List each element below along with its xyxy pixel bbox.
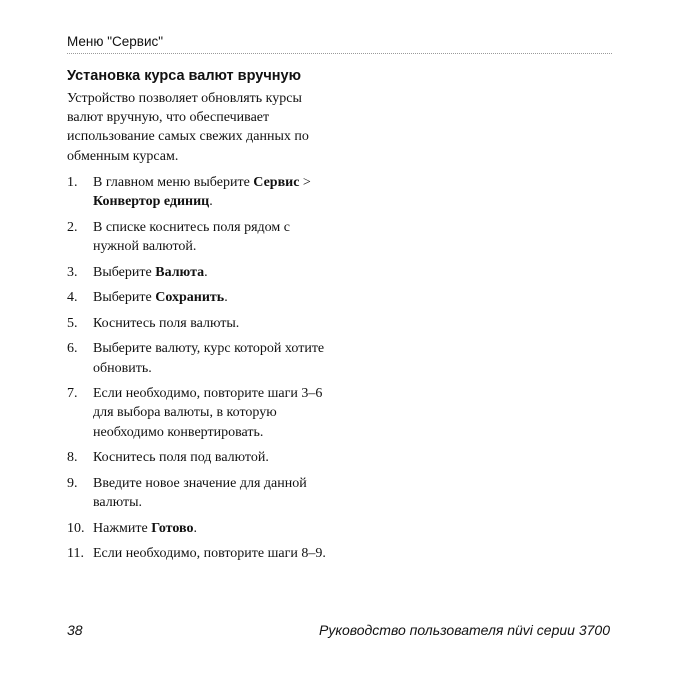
step-text [93,448,329,467]
step-text [93,339,329,377]
step-number: 11. [67,546,84,562]
step-ui-term: Сервис [253,175,300,190]
step-item [67,519,329,538]
step-item [67,263,329,282]
step-text [93,263,329,282]
step-text-fragment: Выберите [93,264,156,280]
step-text-fragment: Выберите валюту, курс которой хотите обновить. [93,341,325,376]
step-text-fragment: . [224,290,228,306]
step-ui-term: Сохранить [155,290,225,306]
step-text-fragment: . [193,520,197,536]
step-number: 8. [67,450,78,466]
step-text-fragment: . [204,264,208,280]
step-text [93,288,329,307]
step-ui-term: Готово [151,520,194,536]
step-item [67,474,329,512]
steps-list [67,173,329,570]
step-text-fragment: В главном меню выберите [93,175,254,190]
step-text [93,384,329,442]
step-text [93,519,329,538]
step-number: 1. [67,175,78,190]
step-item [67,384,329,442]
step-text [93,173,329,211]
step-text [93,544,329,563]
step-text-fragment: Если необходимо, повторите шаги 8–9. [93,546,326,562]
step-number: 4. [67,290,78,306]
step-text [93,314,329,333]
step-number: 6. [67,341,78,357]
manual-title: Руководство пользователя nüvi серии 3700 [319,622,610,638]
page-number: 38 [67,622,83,638]
step-text-fragment: Коснитесь поля под валютой. [93,450,269,466]
step-text-fragment: Если необходимо, повторите шаги 3–6 для выбора валюты, в которую необходимо конвертировать. [93,386,323,440]
step-text-fragment: Выберите [93,290,156,306]
step-number: 9. [67,475,78,491]
step-text-fragment: Нажмите [93,520,152,536]
step-item [67,288,329,307]
step-number: 5. [67,315,78,331]
step-number: 10. [67,520,85,536]
step-text-fragment: Введите новое значение для данной валюты. [93,475,307,510]
step-number: 3. [67,264,78,280]
step-item [67,339,329,377]
section-title: Установка курса валют вручную [67,68,301,84]
step-text-fragment: В списке коснитесь поля рядом с нужной валютой. [93,219,290,254]
step-text-fragment: Коснитесь поля валюты. [93,315,240,331]
intro-paragraph: Устройство позволяет обновлять курсы валют вручную, что обеспечивает использование самых свежих данных по обменным курсам. [67,91,309,164]
step-item [67,544,329,563]
step-item [67,173,329,211]
step-text-fragment: > [299,175,311,190]
header-divider [67,53,612,54]
step-text [93,474,329,512]
step-ui-term: Валюта [155,264,205,280]
step-number: 2. [67,219,78,235]
step-text [93,218,329,256]
running-header: Меню "Сервис" [67,34,164,49]
step-number: 7. [67,386,78,402]
step-text-fragment: . [209,194,213,210]
step-item [67,448,329,467]
step-item [67,314,329,333]
step-ui-term: Конвертор единиц [93,194,210,210]
step-item [67,218,329,256]
